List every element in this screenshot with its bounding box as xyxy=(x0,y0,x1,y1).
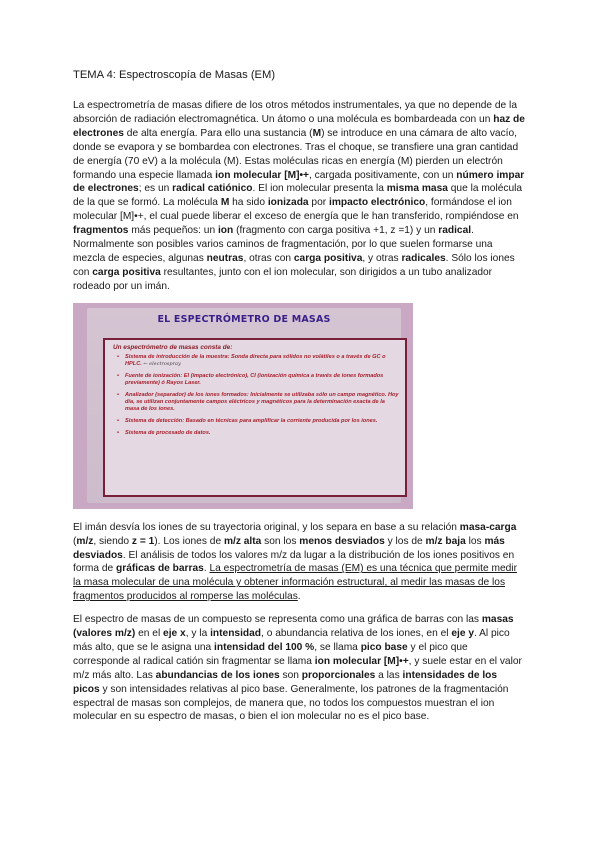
slide-list-item: • Sistema de procesado de datos. xyxy=(117,430,399,437)
text-run: La espectrometría de masas difiere de los otros métodos instrumentales, ya que no depende de la absorción de radiación electromagnética. Un átomo o una molécula es bombardeada con un xyxy=(73,100,517,125)
paragraph-intro xyxy=(73,99,525,294)
bold-term: pico base xyxy=(360,641,408,653)
text-run: El espectro de masas de un compuesto se representa como una gráfica de barras con las xyxy=(73,614,482,626)
text-run: . El análisis de todos los valores m/z da lugar a la distribución de los iones positivos en forma de xyxy=(73,549,515,575)
document-page xyxy=(73,68,525,733)
text-run: , cargada positivamente, con un xyxy=(309,169,457,181)
text-run: resultantes, junto con el ion molecular, son dirigidos a un tubo analizador rodeado por un imán. xyxy=(73,266,493,292)
text-run: por xyxy=(308,197,329,209)
bold-term: eje x xyxy=(163,628,186,640)
bold-term: carga positiva xyxy=(92,266,161,278)
bold-term: masas (valores m/z) xyxy=(73,614,514,640)
text-run: . xyxy=(297,591,301,603)
text-run: , y suele estar en el valor m/z más alto. Las xyxy=(73,655,522,681)
text-run: los xyxy=(465,535,485,547)
bold-term: M xyxy=(220,197,230,209)
text-run: ha sido xyxy=(229,197,268,209)
bold-term: intensidad xyxy=(210,628,262,640)
text-run: , se llama xyxy=(314,641,361,653)
bold-term: menos desviados xyxy=(299,535,385,547)
slide-list-item: • Analizador (separador) de los iones formados: Inicialmente se utilizaba sólo un campo magnético. Hoy día, se utilizan conjuntamente campos eléctricos y magnéticos para la determinación exacta de la masa de los iones. xyxy=(117,392,399,413)
bold-term: proporcionales xyxy=(301,669,376,681)
slide-content-box xyxy=(103,338,407,497)
text-run: ; es un xyxy=(138,183,173,195)
text-run: , otras con xyxy=(243,252,294,264)
text-run: a las xyxy=(375,669,403,681)
bold-term: impacto electrónico xyxy=(328,197,426,209)
slide-title: EL ESPECTRÓMETRO DE MASAS xyxy=(157,313,331,325)
slide-list-item: • Sistema de introducción de la muestra: Sonda directa para sólidos no volátiles o a través de GC o HPLC. ← electrospray xyxy=(117,354,399,368)
text-run: . Al pico más alto, que se le asigna una xyxy=(73,628,510,653)
slide-photo xyxy=(73,303,413,509)
slide-list xyxy=(117,354,399,442)
bold-term: intensidad del 100 % xyxy=(214,641,315,653)
text-run: y el pico que corresponde al radical catión sin fragmentar se llama xyxy=(73,641,468,667)
bold-term: carga positiva xyxy=(293,252,363,264)
text-run: en el xyxy=(135,628,164,640)
bold-term: misma masa xyxy=(386,183,448,195)
text-run: . xyxy=(203,563,210,575)
bold-term: intensidades de los picos xyxy=(73,669,498,695)
text-run: ( xyxy=(73,535,77,547)
text-run: ) se introduce en una cámara de alto vacío, donde se evapora y se bombardea con electrones. Tras el choque, se transfiere una gran cantidad de energía (70 eV) a la molécula (M). Estas moléculas ricas en energía (M) pierden un electrón formando una especie llamada xyxy=(73,127,519,181)
text-run: que la molécula de la que se formó. La molécula xyxy=(73,183,523,209)
bold-term: radical catiónico xyxy=(172,183,253,195)
text-run: . Sólo los iones con xyxy=(73,252,515,278)
slide-heading: Un espectrómetro de masas consta de: xyxy=(113,343,233,351)
text-run: y los de xyxy=(384,535,426,547)
bold-term: m/z baja xyxy=(425,535,466,547)
document-title: TEMA 4: Espectroscopía de Masas (EM) xyxy=(73,69,276,81)
bold-term: fragmentos xyxy=(73,225,129,237)
slide-photo-background xyxy=(87,308,401,503)
handwritten-note: ← electrospray xyxy=(143,360,181,367)
bold-term: m/z xyxy=(76,535,94,547)
text-run: son xyxy=(279,669,302,681)
text-run: ). Los iones de xyxy=(154,535,224,547)
paragraph-magnet xyxy=(73,521,525,604)
bold-term: m/z alta xyxy=(223,535,262,547)
slide-list-item: • Fuente de ionización: El (impacto electrónico), CI (ionización química a través de iones formados previamente) ó Rayos Laser. xyxy=(117,373,399,387)
bold-term: ion molecular [M]•+ xyxy=(215,169,310,181)
slide-list-item: • Sistema de detección: Basado en técnicas para amplificar la corriente producida por los iones. xyxy=(117,418,399,425)
text-run: . Normalmente son posibles varios caminos de fragmentación, por lo que suelen formarse una mezcla de especies, algunas xyxy=(73,225,493,264)
text-run: , y otras xyxy=(362,252,402,264)
bold-term: más desviados xyxy=(73,535,505,561)
bold-term: z = 1 xyxy=(131,535,155,547)
text-run: , y la xyxy=(185,628,211,640)
text-run: (fragmento con carga positiva +1, z =1) y un xyxy=(233,225,439,237)
bold-term: haz de electrones xyxy=(73,113,525,139)
bold-term: ion molecular [M]•+ xyxy=(314,655,409,667)
paragraph-spectrum xyxy=(73,613,525,724)
text-run: , o abundancia relativa de los iones, en el xyxy=(261,628,452,640)
bold-term: radical xyxy=(438,225,472,237)
text-run: de alta energía. Para ello una sustancia ( xyxy=(123,127,313,139)
bold-term: radicales xyxy=(401,252,446,264)
text-run: más pequeños: un xyxy=(128,225,218,237)
bold-term: M xyxy=(312,127,322,139)
bold-term: ionizada xyxy=(267,197,309,209)
text-run: , formándose el ion molecular [M]•+, el cual puede liberar el exceso de energía que le han transferido, rompiéndose en xyxy=(73,197,519,223)
text-run: . El ion molecular presenta la xyxy=(252,183,387,195)
bold-term: ion xyxy=(217,225,234,237)
bold-term: gráficas de barras xyxy=(116,563,204,575)
bold-term: número impar de electrones xyxy=(73,169,525,195)
text-run: y son intensidades relativas al pico base. Generalmente, los patrones de la fragmentación espectral de masas son complejos, de manera que, no todos los compuestos muestran el ion molecular en su espectro de masas, o bien el ion molecular no es el pico base. xyxy=(73,683,509,723)
bold-term: abundancias de los iones xyxy=(155,669,280,681)
text-run: son los xyxy=(261,535,300,547)
bold-term: masa-carga xyxy=(459,521,517,533)
bold-term: neutras xyxy=(206,252,244,264)
text-run: El imán desvía los iones de su trayectoria original, y los separa en base a su relación xyxy=(73,521,460,533)
text-run: , siendo xyxy=(93,535,132,547)
bold-term: eje y xyxy=(451,628,474,640)
underlined-sentence: La espectrometría de masas (EM) es una técnica que permite medir la masa molecular de una molécula y obtener información estructural, al medir las masas de los fragmentos producidos al romperse las moléculas xyxy=(73,563,517,603)
